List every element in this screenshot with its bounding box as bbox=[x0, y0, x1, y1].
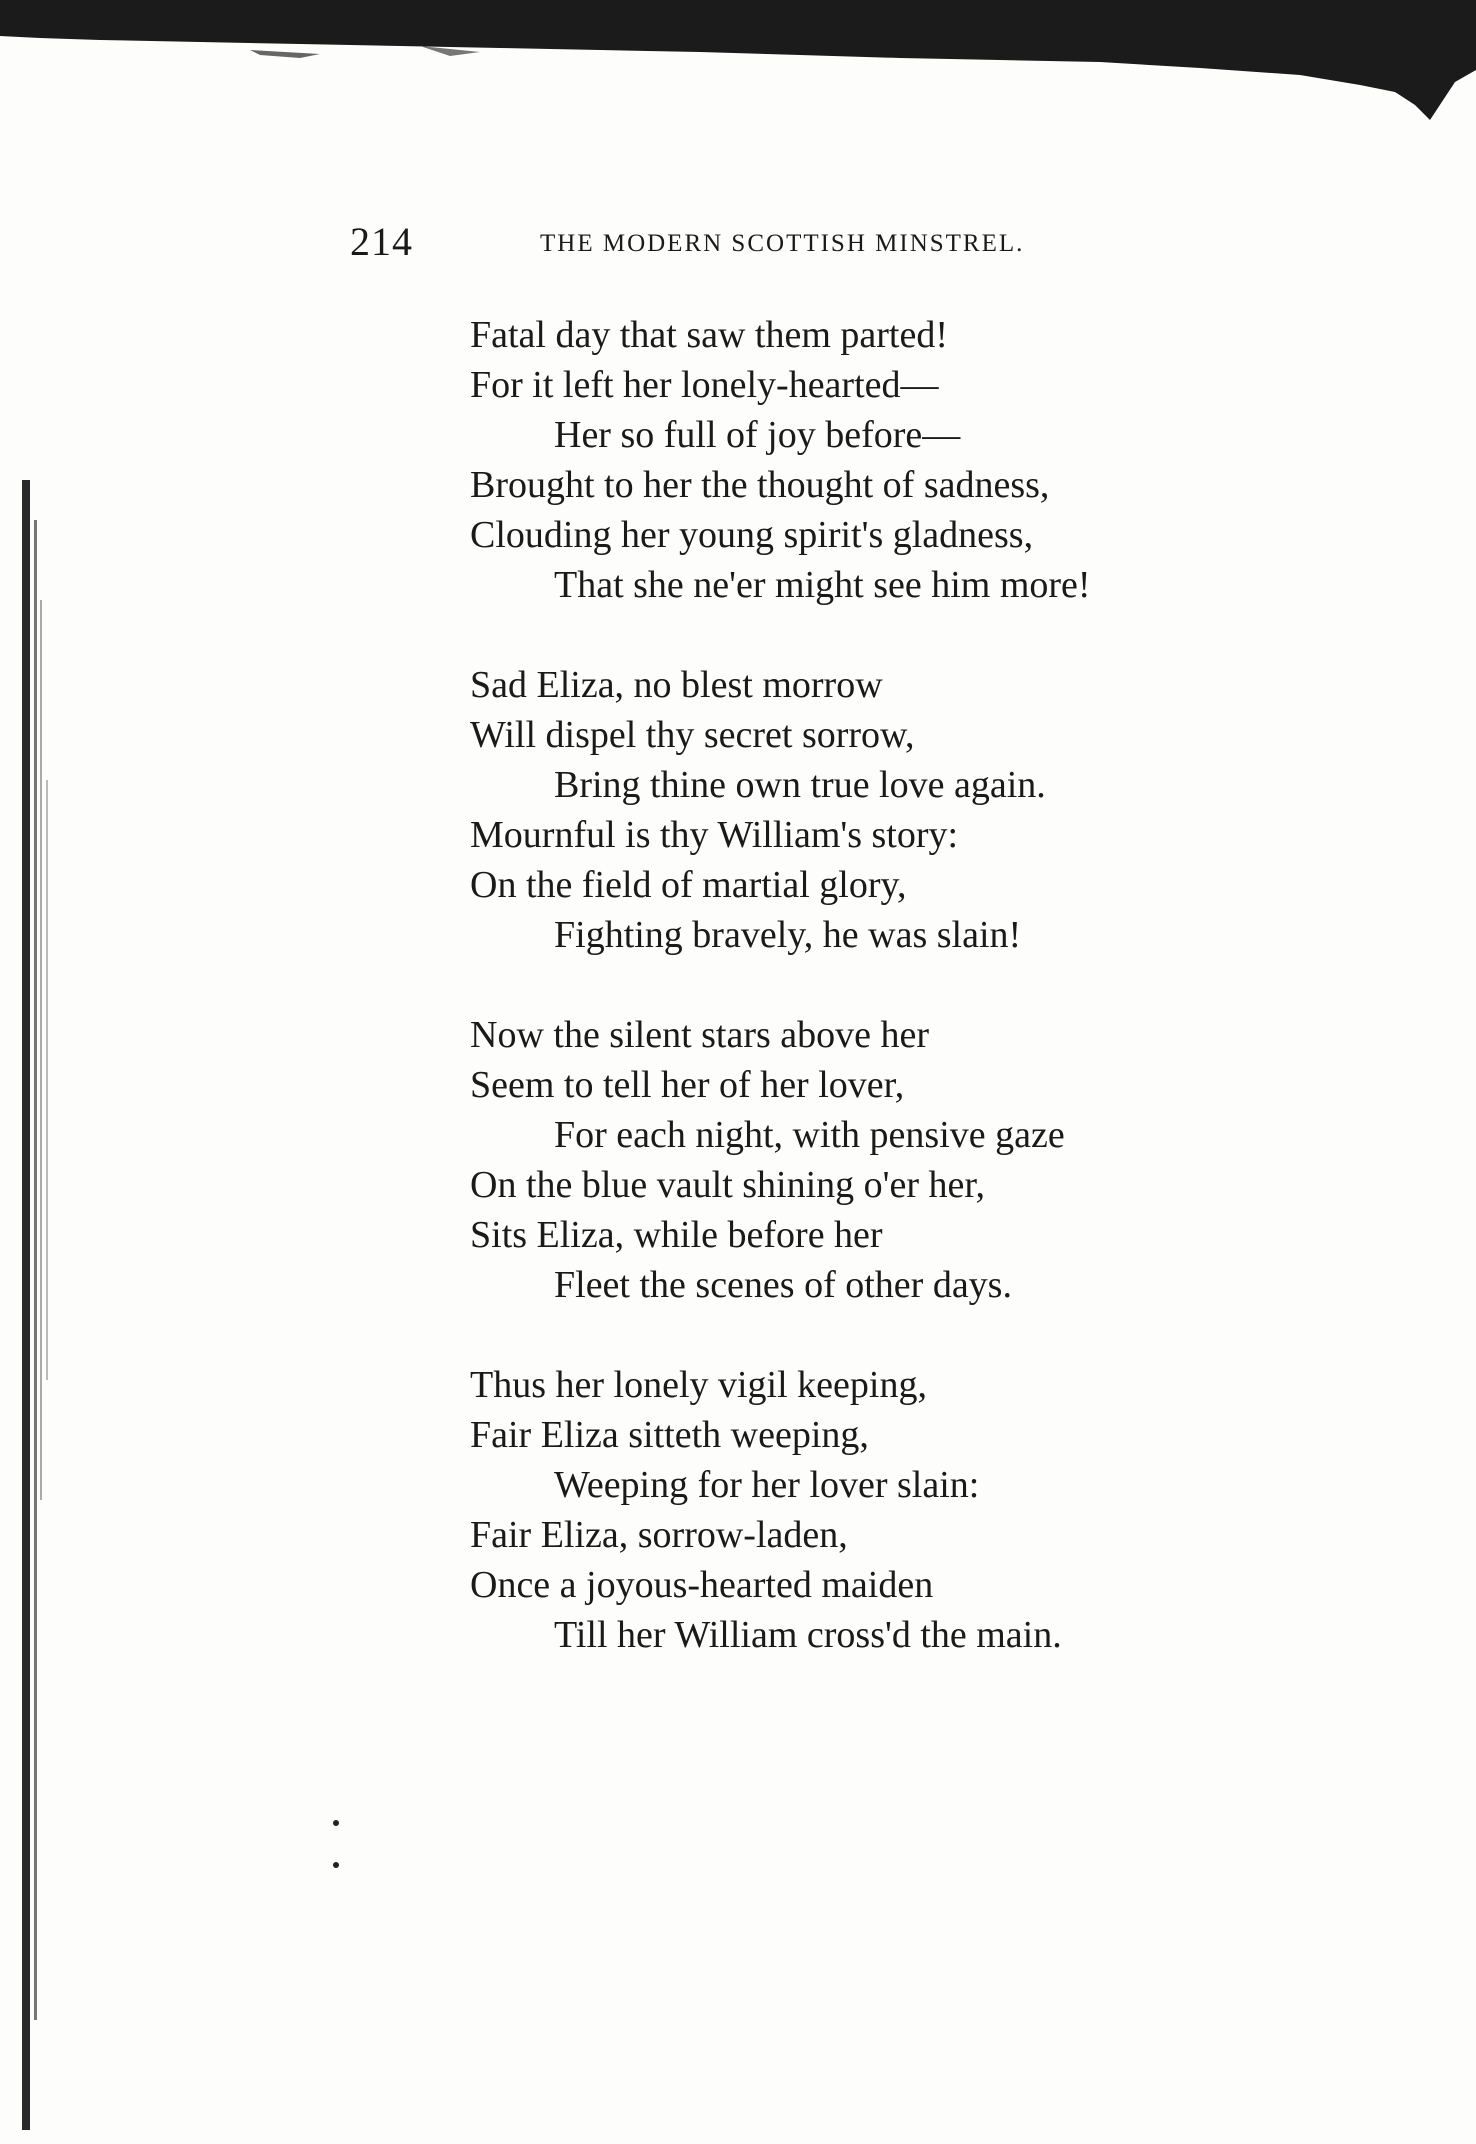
running-title: THE MODERN SCOTTISH MINSTREL. bbox=[540, 230, 1025, 257]
binding-shadow bbox=[0, 480, 70, 2130]
poem-line: For it left her lonely-hearted— bbox=[470, 364, 939, 406]
poem-line: Weeping for her lover slain: bbox=[554, 1464, 980, 1506]
ink-speck bbox=[333, 1820, 339, 1826]
stanza-2 bbox=[470, 660, 1370, 960]
poem-line: Fighting bravely, he was slain! bbox=[554, 914, 1022, 956]
poem-line: Bring thine own true love again. bbox=[554, 764, 1046, 806]
poem-line: Mournful is thy William's story: bbox=[470, 814, 959, 856]
torn-top-edge bbox=[0, 0, 1476, 130]
stanza-3 bbox=[470, 1010, 1370, 1310]
poem-line: For each night, with pensive gaze bbox=[554, 1114, 1065, 1156]
poem-line: Fair Eliza sitteth weeping, bbox=[470, 1414, 869, 1456]
stanza-1 bbox=[470, 310, 1370, 610]
stanza-4 bbox=[470, 1360, 1370, 1660]
poem-line: Clouding her young spirit's gladness, bbox=[470, 514, 1034, 556]
poem-line: On the field of martial glory, bbox=[470, 864, 907, 906]
poem-line: That she ne'er might see him more! bbox=[554, 564, 1091, 606]
poem-line: Till her William cross'd the main. bbox=[554, 1614, 1062, 1656]
poem-line: Thus her lonely vigil keeping, bbox=[470, 1364, 927, 1406]
poem-line: Her so full of joy before— bbox=[554, 414, 961, 456]
poem-line: Fleet the scenes of other days. bbox=[554, 1264, 1012, 1306]
page-number: 214 bbox=[350, 219, 413, 264]
poem-line: Fair Eliza, sorrow-laden, bbox=[470, 1514, 848, 1556]
poem-line: Sits Eliza, while before her bbox=[470, 1214, 883, 1256]
poem-line: Once a joyous-hearted maiden bbox=[470, 1564, 934, 1606]
poem-line: Will dispel thy secret sorrow, bbox=[470, 714, 915, 756]
poem-line: Brought to her the thought of sadness, bbox=[470, 464, 1050, 506]
poem bbox=[470, 310, 1370, 1710]
poem-line: Now the silent stars above her bbox=[470, 1014, 930, 1056]
page-header bbox=[350, 218, 1150, 268]
poem-line: Seem to tell her of her lover, bbox=[470, 1064, 905, 1106]
poem-line: On the blue vault shining o'er her, bbox=[470, 1164, 986, 1206]
poem-line: Fatal day that saw them parted! bbox=[470, 314, 949, 356]
ink-speck bbox=[333, 1862, 339, 1868]
poem-line: Sad Eliza, no blest morrow bbox=[470, 664, 883, 706]
